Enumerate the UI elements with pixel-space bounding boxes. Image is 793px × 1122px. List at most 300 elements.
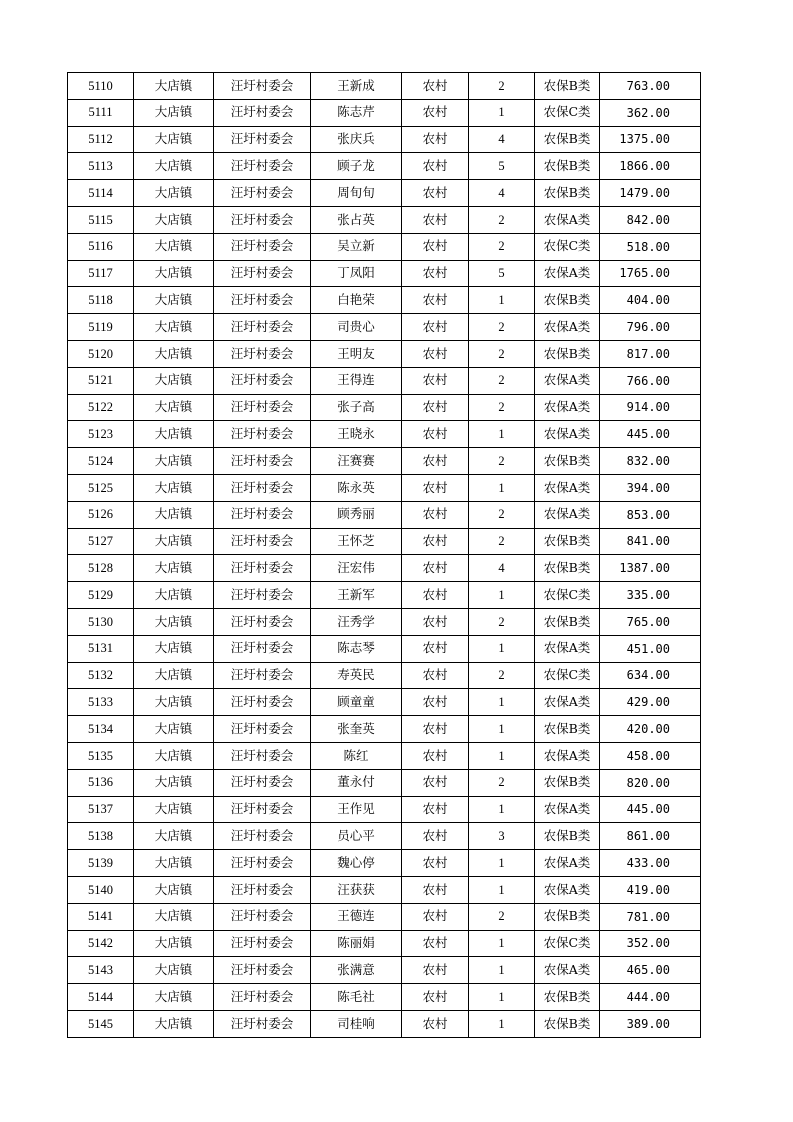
cell-member-count: 1 [469, 984, 535, 1011]
cell-village: 汪圩村委会 [214, 260, 311, 287]
cell-household-type: 农村 [402, 501, 469, 528]
cell-amount: 841.00 [600, 528, 701, 555]
cell-amount: 1375.00 [600, 126, 701, 153]
cell-person-name: 张满意 [311, 957, 402, 984]
cell-member-count: 2 [469, 367, 535, 394]
cell-category: 农保A类 [535, 742, 600, 769]
cell-household-type: 农村 [402, 716, 469, 743]
cell-person-name: 汪秀学 [311, 608, 402, 635]
table-row [68, 796, 701, 823]
cell-amount: 1866.00 [600, 153, 701, 180]
table-row [68, 930, 701, 957]
cell-amount: 1765.00 [600, 260, 701, 287]
cell-member-count: 2 [469, 340, 535, 367]
table-row [68, 555, 701, 582]
cell-village: 汪圩村委会 [214, 903, 311, 930]
table-row [68, 99, 701, 126]
cell-record-number: 5137 [68, 796, 134, 823]
table-row [68, 903, 701, 930]
cell-record-number: 5122 [68, 394, 134, 421]
cell-member-count: 2 [469, 528, 535, 555]
cell-member-count: 2 [469, 233, 535, 260]
cell-person-name: 汪赛赛 [311, 448, 402, 475]
cell-village: 汪圩村委会 [214, 421, 311, 448]
table-row [68, 716, 701, 743]
cell-record-number: 5129 [68, 582, 134, 609]
cell-village: 汪圩村委会 [214, 314, 311, 341]
cell-member-count: 5 [469, 260, 535, 287]
cell-person-name: 汪宏伟 [311, 555, 402, 582]
cell-village: 汪圩村委会 [214, 126, 311, 153]
cell-category: 农保A类 [535, 850, 600, 877]
cell-village: 汪圩村委会 [214, 287, 311, 314]
cell-member-count: 1 [469, 635, 535, 662]
cell-person-name: 魏心停 [311, 850, 402, 877]
cell-member-count: 4 [469, 126, 535, 153]
cell-record-number: 5113 [68, 153, 134, 180]
cell-town: 大店镇 [134, 287, 214, 314]
cell-village: 汪圩村委会 [214, 930, 311, 957]
cell-town: 大店镇 [134, 99, 214, 126]
cell-village: 汪圩村委会 [214, 528, 311, 555]
cell-category: 农保B类 [535, 716, 600, 743]
cell-person-name: 张子高 [311, 394, 402, 421]
cell-category: 农保A类 [535, 796, 600, 823]
cell-town: 大店镇 [134, 233, 214, 260]
cell-village: 汪圩村委会 [214, 957, 311, 984]
cell-village: 汪圩村委会 [214, 99, 311, 126]
cell-amount: 352.00 [600, 930, 701, 957]
cell-village: 汪圩村委会 [214, 689, 311, 716]
cell-member-count: 4 [469, 555, 535, 582]
cell-household-type: 农村 [402, 635, 469, 662]
cell-member-count: 2 [469, 394, 535, 421]
table-row [68, 742, 701, 769]
cell-household-type: 农村 [402, 260, 469, 287]
cell-person-name: 陈毛社 [311, 984, 402, 1011]
cell-record-number: 5132 [68, 662, 134, 689]
table-row [68, 206, 701, 233]
table-row [68, 394, 701, 421]
table-row [68, 421, 701, 448]
cell-record-number: 5131 [68, 635, 134, 662]
cell-town: 大店镇 [134, 957, 214, 984]
cell-member-count: 1 [469, 850, 535, 877]
cell-household-type: 农村 [402, 394, 469, 421]
cell-category: 农保A类 [535, 206, 600, 233]
cell-town: 大店镇 [134, 716, 214, 743]
cell-village: 汪圩村委会 [214, 582, 311, 609]
cell-person-name: 顾秀丽 [311, 501, 402, 528]
cell-amount: 853.00 [600, 501, 701, 528]
table-row [68, 769, 701, 796]
table-row [68, 153, 701, 180]
cell-village: 汪圩村委会 [214, 340, 311, 367]
cell-town: 大店镇 [134, 448, 214, 475]
cell-record-number: 5111 [68, 99, 134, 126]
cell-village: 汪圩村委会 [214, 608, 311, 635]
cell-amount: 817.00 [600, 340, 701, 367]
cell-record-number: 5144 [68, 984, 134, 1011]
cell-category: 农保B类 [535, 769, 600, 796]
cell-category: 农保B类 [535, 903, 600, 930]
cell-person-name: 王德连 [311, 903, 402, 930]
cell-household-type: 农村 [402, 474, 469, 501]
cell-amount: 394.00 [600, 474, 701, 501]
cell-member-count: 1 [469, 796, 535, 823]
cell-town: 大店镇 [134, 769, 214, 796]
cell-record-number: 5130 [68, 608, 134, 635]
cell-category: 农保C类 [535, 662, 600, 689]
cell-town: 大店镇 [134, 474, 214, 501]
cell-category: 农保B类 [535, 555, 600, 582]
cell-member-count: 2 [469, 448, 535, 475]
cell-person-name: 陈志琴 [311, 635, 402, 662]
cell-category: 农保B类 [535, 448, 600, 475]
cell-household-type: 农村 [402, 796, 469, 823]
table-row [68, 340, 701, 367]
cell-village: 汪圩村委会 [214, 206, 311, 233]
cell-category: 农保A类 [535, 260, 600, 287]
cell-record-number: 5139 [68, 850, 134, 877]
cell-person-name: 寿英民 [311, 662, 402, 689]
cell-town: 大店镇 [134, 608, 214, 635]
table-row [68, 528, 701, 555]
cell-town: 大店镇 [134, 1010, 214, 1037]
roster-table [67, 72, 701, 1038]
cell-town: 大店镇 [134, 501, 214, 528]
cell-member-count: 2 [469, 206, 535, 233]
cell-person-name: 陈志芹 [311, 99, 402, 126]
cell-household-type: 农村 [402, 662, 469, 689]
cell-category: 农保B类 [535, 823, 600, 850]
cell-person-name: 王新成 [311, 73, 402, 100]
cell-amount: 445.00 [600, 796, 701, 823]
table-row [68, 582, 701, 609]
cell-category: 农保B类 [535, 608, 600, 635]
cell-person-name: 丁凤阳 [311, 260, 402, 287]
cell-member-count: 1 [469, 287, 535, 314]
cell-person-name: 王晓永 [311, 421, 402, 448]
cell-household-type: 农村 [402, 421, 469, 448]
cell-category: 农保B类 [535, 528, 600, 555]
cell-record-number: 5112 [68, 126, 134, 153]
cell-village: 汪圩村委会 [214, 742, 311, 769]
cell-town: 大店镇 [134, 662, 214, 689]
cell-record-number: 5119 [68, 314, 134, 341]
cell-member-count: 1 [469, 689, 535, 716]
cell-village: 汪圩村委会 [214, 394, 311, 421]
cell-member-count: 1 [469, 957, 535, 984]
cell-household-type: 农村 [402, 823, 469, 850]
cell-category: 农保C类 [535, 582, 600, 609]
cell-person-name: 顾子龙 [311, 153, 402, 180]
cell-amount: 458.00 [600, 742, 701, 769]
cell-village: 汪圩村委会 [214, 233, 311, 260]
cell-village: 汪圩村委会 [214, 823, 311, 850]
cell-town: 大店镇 [134, 876, 214, 903]
cell-household-type: 农村 [402, 206, 469, 233]
cell-amount: 362.00 [600, 99, 701, 126]
cell-record-number: 5140 [68, 876, 134, 903]
cell-amount: 429.00 [600, 689, 701, 716]
cell-town: 大店镇 [134, 850, 214, 877]
cell-record-number: 5126 [68, 501, 134, 528]
cell-household-type: 农村 [402, 850, 469, 877]
cell-person-name: 王得连 [311, 367, 402, 394]
cell-record-number: 5115 [68, 206, 134, 233]
cell-village: 汪圩村委会 [214, 501, 311, 528]
cell-household-type: 农村 [402, 984, 469, 1011]
cell-member-count: 1 [469, 876, 535, 903]
cell-amount: 832.00 [600, 448, 701, 475]
cell-village: 汪圩村委会 [214, 850, 311, 877]
cell-village: 汪圩村委会 [214, 662, 311, 689]
cell-amount: 842.00 [600, 206, 701, 233]
cell-village: 汪圩村委会 [214, 635, 311, 662]
cell-record-number: 5120 [68, 340, 134, 367]
cell-record-number: 5138 [68, 823, 134, 850]
cell-category: 农保A类 [535, 689, 600, 716]
cell-village: 汪圩村委会 [214, 769, 311, 796]
cell-member-count: 4 [469, 180, 535, 207]
cell-amount: 465.00 [600, 957, 701, 984]
cell-household-type: 农村 [402, 689, 469, 716]
cell-town: 大店镇 [134, 555, 214, 582]
cell-category: 农保B类 [535, 984, 600, 1011]
cell-member-count: 1 [469, 421, 535, 448]
cell-amount: 763.00 [600, 73, 701, 100]
cell-member-count: 2 [469, 314, 535, 341]
cell-record-number: 5145 [68, 1010, 134, 1037]
cell-amount: 861.00 [600, 823, 701, 850]
cell-village: 汪圩村委会 [214, 73, 311, 100]
cell-amount: 820.00 [600, 769, 701, 796]
cell-household-type: 农村 [402, 608, 469, 635]
cell-household-type: 农村 [402, 340, 469, 367]
cell-person-name: 王新军 [311, 582, 402, 609]
cell-category: 农保A类 [535, 314, 600, 341]
cell-village: 汪圩村委会 [214, 876, 311, 903]
cell-household-type: 农村 [402, 448, 469, 475]
cell-town: 大店镇 [134, 180, 214, 207]
table-row [68, 501, 701, 528]
cell-person-name: 吴立新 [311, 233, 402, 260]
table-row [68, 662, 701, 689]
table-row [68, 180, 701, 207]
cell-person-name: 司桂响 [311, 1010, 402, 1037]
cell-town: 大店镇 [134, 903, 214, 930]
cell-household-type: 农村 [402, 153, 469, 180]
table-row [68, 126, 701, 153]
cell-town: 大店镇 [134, 823, 214, 850]
cell-member-count: 2 [469, 608, 535, 635]
cell-amount: 634.00 [600, 662, 701, 689]
cell-household-type: 农村 [402, 903, 469, 930]
cell-person-name: 员心平 [311, 823, 402, 850]
cell-household-type: 农村 [402, 742, 469, 769]
cell-amount: 1479.00 [600, 180, 701, 207]
cell-person-name: 王怀芝 [311, 528, 402, 555]
cell-town: 大店镇 [134, 528, 214, 555]
cell-category: 农保B类 [535, 180, 600, 207]
cell-amount: 404.00 [600, 287, 701, 314]
cell-household-type: 农村 [402, 876, 469, 903]
cell-category: 农保A类 [535, 876, 600, 903]
cell-record-number: 5136 [68, 769, 134, 796]
cell-amount: 766.00 [600, 367, 701, 394]
table-row [68, 850, 701, 877]
roster-body [68, 73, 701, 1038]
cell-person-name: 汪获获 [311, 876, 402, 903]
cell-record-number: 5118 [68, 287, 134, 314]
table-row [68, 635, 701, 662]
cell-member-count: 1 [469, 742, 535, 769]
cell-village: 汪圩村委会 [214, 180, 311, 207]
cell-person-name: 张奎英 [311, 716, 402, 743]
table-row [68, 876, 701, 903]
table-row [68, 314, 701, 341]
cell-category: 农保C类 [535, 99, 600, 126]
cell-member-count: 2 [469, 73, 535, 100]
cell-town: 大店镇 [134, 394, 214, 421]
cell-person-name: 张占英 [311, 206, 402, 233]
cell-category: 农保A类 [535, 394, 600, 421]
cell-amount: 765.00 [600, 608, 701, 635]
cell-person-name: 白艳荣 [311, 287, 402, 314]
cell-category: 农保C类 [535, 930, 600, 957]
cell-household-type: 农村 [402, 582, 469, 609]
cell-household-type: 农村 [402, 528, 469, 555]
cell-amount: 419.00 [600, 876, 701, 903]
cell-town: 大店镇 [134, 314, 214, 341]
cell-category: 农保B类 [535, 287, 600, 314]
cell-person-name: 董永付 [311, 769, 402, 796]
cell-member-count: 2 [469, 662, 535, 689]
cell-member-count: 2 [469, 903, 535, 930]
cell-category: 农保A类 [535, 474, 600, 501]
table-row [68, 367, 701, 394]
cell-town: 大店镇 [134, 984, 214, 1011]
cell-person-name: 张庆兵 [311, 126, 402, 153]
cell-person-name: 周旬旬 [311, 180, 402, 207]
cell-household-type: 农村 [402, 1010, 469, 1037]
cell-town: 大店镇 [134, 340, 214, 367]
cell-person-name: 司贵心 [311, 314, 402, 341]
cell-household-type: 农村 [402, 180, 469, 207]
cell-record-number: 5125 [68, 474, 134, 501]
cell-household-type: 农村 [402, 126, 469, 153]
cell-town: 大店镇 [134, 206, 214, 233]
cell-record-number: 5141 [68, 903, 134, 930]
cell-record-number: 5142 [68, 930, 134, 957]
cell-member-count: 2 [469, 769, 535, 796]
cell-person-name: 王明友 [311, 340, 402, 367]
table-row [68, 984, 701, 1011]
table-row [68, 1010, 701, 1037]
cell-category: 农保C类 [535, 233, 600, 260]
cell-household-type: 农村 [402, 73, 469, 100]
cell-record-number: 5121 [68, 367, 134, 394]
cell-household-type: 农村 [402, 769, 469, 796]
cell-person-name: 王作见 [311, 796, 402, 823]
cell-person-name: 陈永英 [311, 474, 402, 501]
cell-record-number: 5128 [68, 555, 134, 582]
cell-village: 汪圩村委会 [214, 984, 311, 1011]
cell-village: 汪圩村委会 [214, 555, 311, 582]
cell-category: 农保A类 [535, 635, 600, 662]
cell-village: 汪圩村委会 [214, 474, 311, 501]
cell-category: 农保B类 [535, 340, 600, 367]
table-row [68, 287, 701, 314]
cell-amount: 518.00 [600, 233, 701, 260]
cell-town: 大店镇 [134, 582, 214, 609]
cell-member-count: 3 [469, 823, 535, 850]
cell-town: 大店镇 [134, 126, 214, 153]
cell-record-number: 5124 [68, 448, 134, 475]
cell-record-number: 5117 [68, 260, 134, 287]
cell-record-number: 5110 [68, 73, 134, 100]
cell-amount: 335.00 [600, 582, 701, 609]
cell-record-number: 5133 [68, 689, 134, 716]
cell-record-number: 5116 [68, 233, 134, 260]
cell-category: 农保A类 [535, 501, 600, 528]
cell-town: 大店镇 [134, 153, 214, 180]
cell-member-count: 1 [469, 582, 535, 609]
cell-household-type: 农村 [402, 99, 469, 126]
cell-amount: 420.00 [600, 716, 701, 743]
cell-category: 农保A类 [535, 957, 600, 984]
cell-amount: 444.00 [600, 984, 701, 1011]
cell-amount: 389.00 [600, 1010, 701, 1037]
cell-category: 农保B类 [535, 1010, 600, 1037]
cell-record-number: 5127 [68, 528, 134, 555]
table-row [68, 957, 701, 984]
table-row [68, 608, 701, 635]
cell-person-name: 陈红 [311, 742, 402, 769]
cell-town: 大店镇 [134, 635, 214, 662]
cell-town: 大店镇 [134, 742, 214, 769]
table-row [68, 73, 701, 100]
cell-village: 汪圩村委会 [214, 153, 311, 180]
cell-category: 农保B类 [535, 153, 600, 180]
cell-town: 大店镇 [134, 367, 214, 394]
table-row [68, 823, 701, 850]
cell-member-count: 1 [469, 1010, 535, 1037]
cell-person-name: 陈丽娟 [311, 930, 402, 957]
cell-amount: 451.00 [600, 635, 701, 662]
cell-record-number: 5134 [68, 716, 134, 743]
cell-record-number: 5123 [68, 421, 134, 448]
cell-category: 农保B类 [535, 126, 600, 153]
cell-village: 汪圩村委会 [214, 367, 311, 394]
cell-town: 大店镇 [134, 930, 214, 957]
cell-member-count: 1 [469, 99, 535, 126]
cell-amount: 914.00 [600, 394, 701, 421]
cell-member-count: 1 [469, 474, 535, 501]
cell-category: 农保A类 [535, 421, 600, 448]
cell-town: 大店镇 [134, 796, 214, 823]
cell-amount: 433.00 [600, 850, 701, 877]
table-row [68, 260, 701, 287]
cell-record-number: 5114 [68, 180, 134, 207]
cell-household-type: 农村 [402, 555, 469, 582]
cell-category: 农保B类 [535, 73, 600, 100]
cell-village: 汪圩村委会 [214, 796, 311, 823]
cell-household-type: 农村 [402, 367, 469, 394]
cell-village: 汪圩村委会 [214, 716, 311, 743]
cell-village: 汪圩村委会 [214, 448, 311, 475]
